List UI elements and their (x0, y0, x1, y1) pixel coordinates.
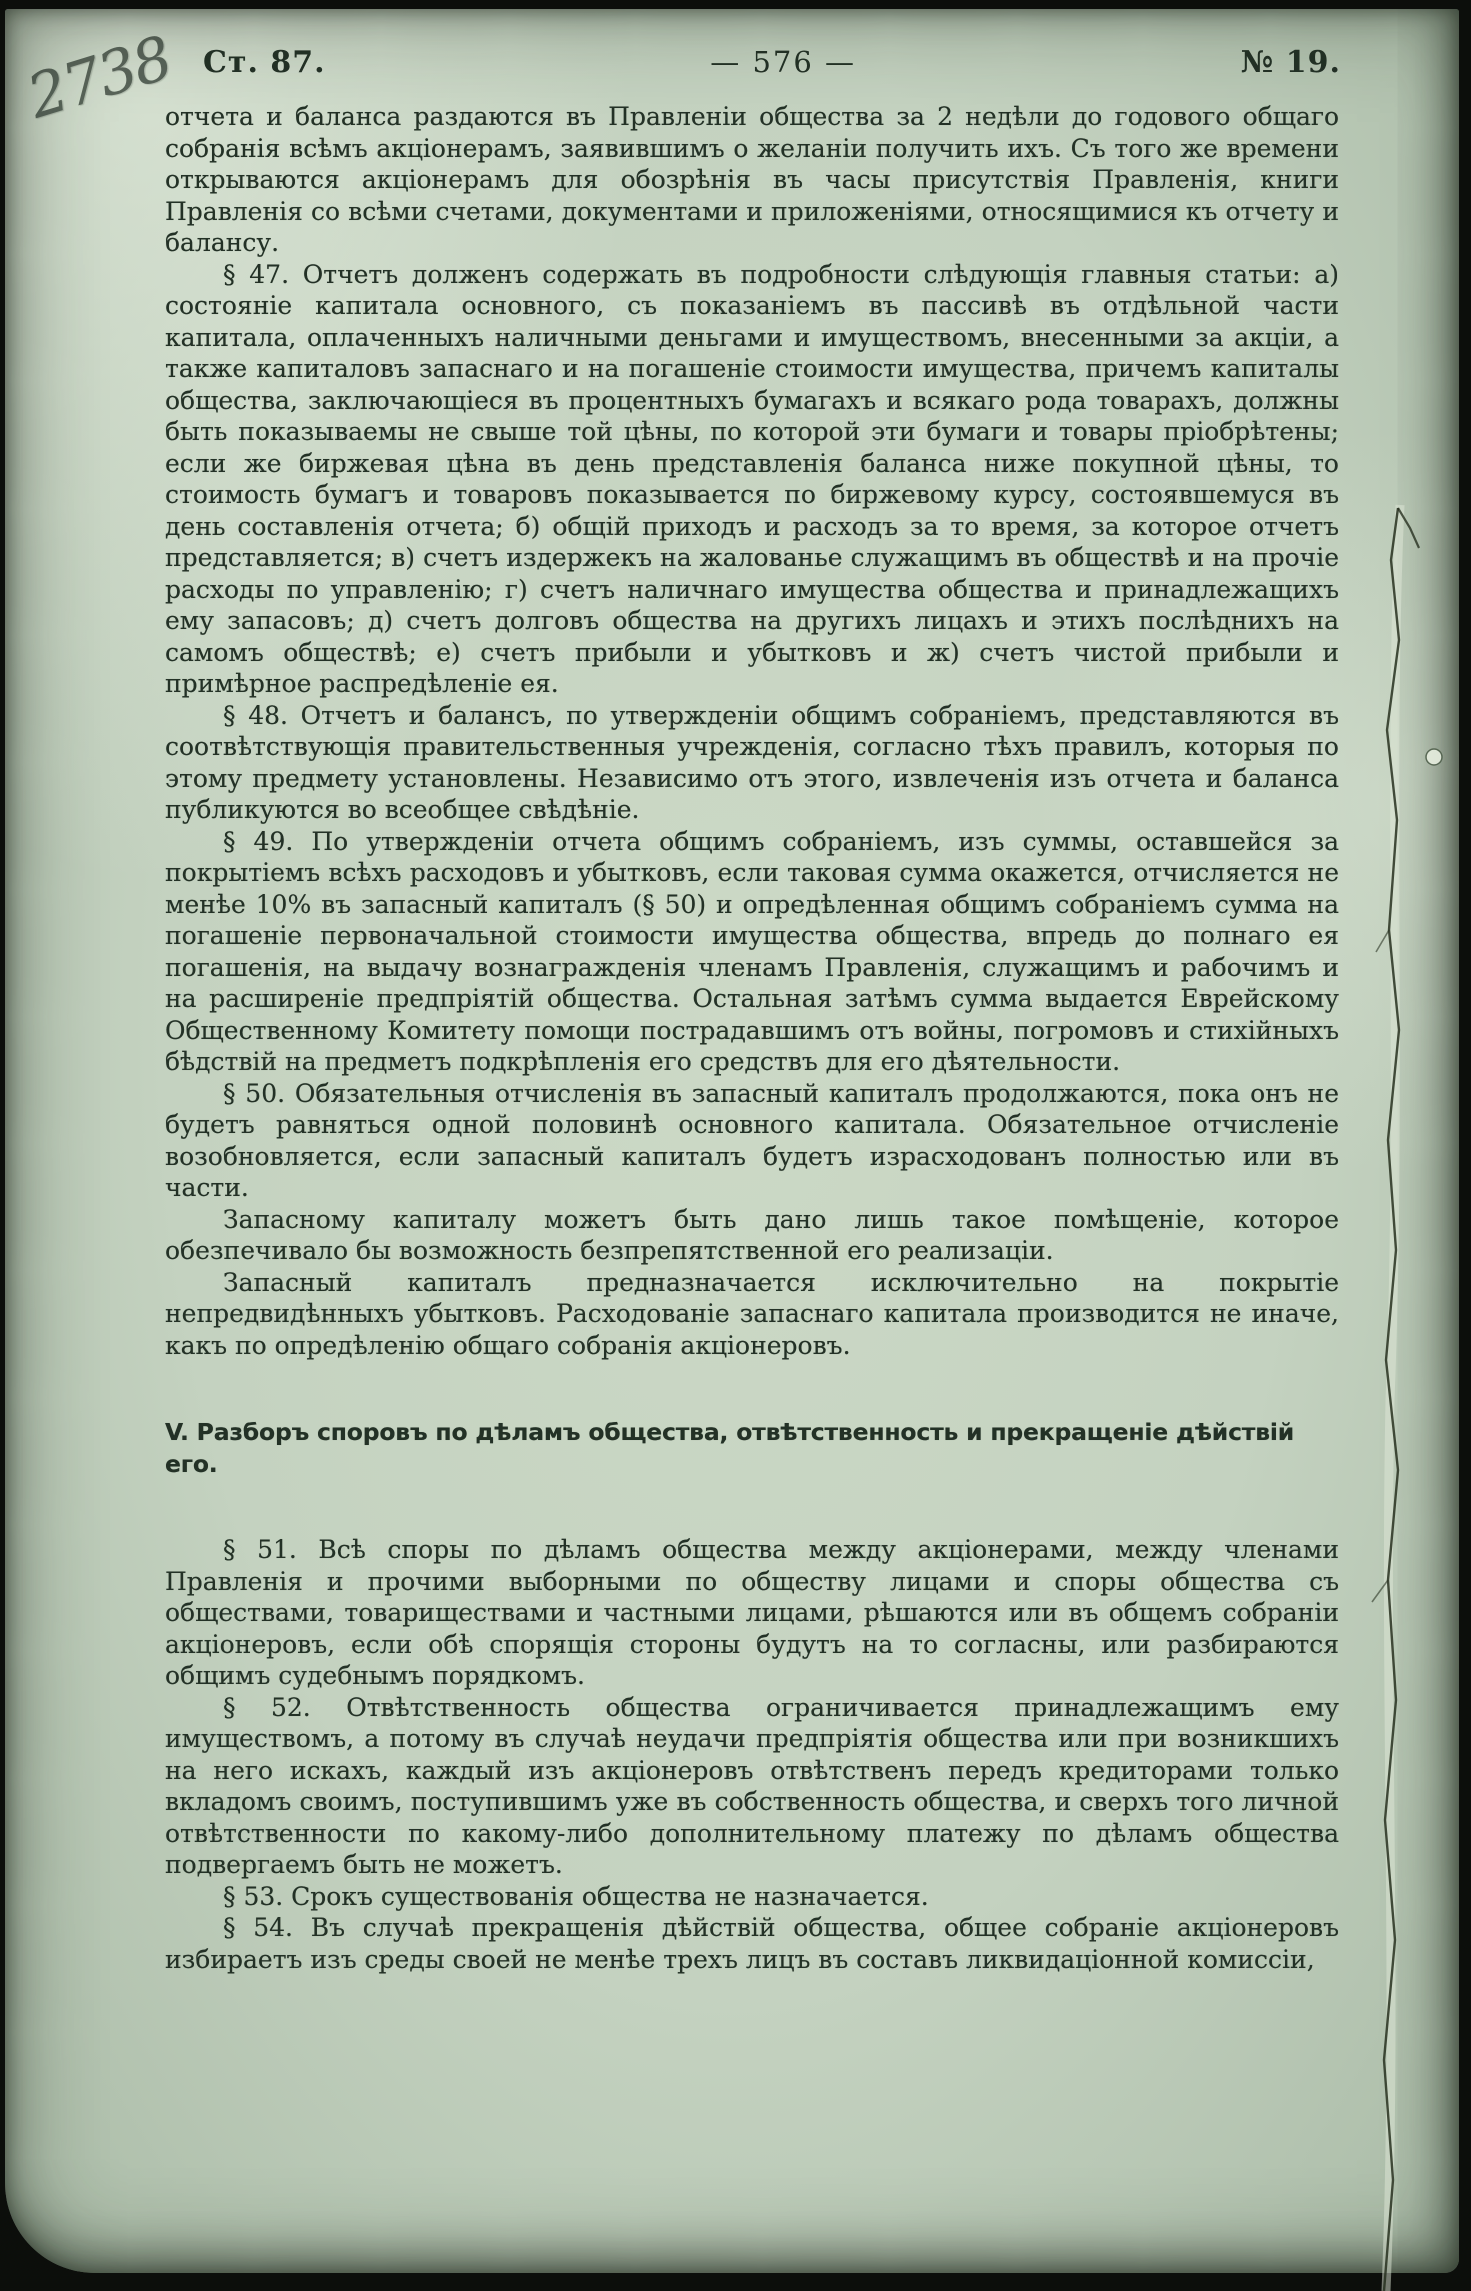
paragraph-51: § 51. Всѣ споры по дѣламъ общества между акціонерами, между членами Правленія и прочими выборными по обществу лицами и споры общества съ обществами, товариществами и частными лицами, рѣшаются или въ общемъ собраніи акціонеровъ, если обѣ спорящія стороны будутъ на то согласны, или разбираются общимъ судебнымъ порядкомъ. (165, 1535, 1339, 1690)
paragraph-50: § 50. Обязательныя отчисленія въ запасный капиталъ продолжаются, пока онъ не будетъ равняться одной половинѣ основного капитала. Обязательное отчисленіе возобновляется, если запасный капиталъ будетъ израсходованъ полностью или въ части. (165, 1078, 1339, 1202)
handwritten-note: 2738 (19, 23, 179, 133)
paragraph-50a: Запасному капиталу можетъ быть дано лишь такое помѣщеніе, которое обезпечивало бы возможность безпрепятственной его реализаціи. (165, 1204, 1339, 1265)
page-number: — 576 — (710, 45, 857, 79)
paragraph-52: § 52. Отвѣтственность общества ограничивается принадлежащимъ ему имуществомъ, а потому въ случаѣ неудачи предпріятія общества или при возникшихъ на него искахъ, каждый изъ акціонеровъ отвѣтственъ передъ кредиторами только вкладомъ своимъ, поступившимъ уже въ собственность общества, и сверхъ того личной отвѣтственности по какому-либо дополнительному платежу по дѣламъ общества подвергаемъ быть не можетъ. (165, 1692, 1339, 1879)
paragraph-54: § 54. Въ случаѣ прекращенія дѣйствій общества, общее собраніе акціонеровъ избираетъ изъ среды своей не менѣе трехъ лицъ въ составъ ликвидаціонной комиссіи, (165, 1913, 1339, 1974)
paragraph-49: § 49. По утвержденіи отчета общимъ собраніемъ, изъ суммы, оставшейся за покрытіемъ всѣхъ расходовъ и убытковъ, если таковая сумма окажется, отчисляется не менѣе 10% въ запасный капиталъ (§ 50) и опредѣленная общимъ собраніемъ сумма на погашеніе первоначальной стоимости имущества общества, впредь до полнаго ея погашенія, на выдачу вознагражденія членамъ Правленія, служащимъ и рабочимъ и на расширеніе предпріятій общества. Остальная затѣмъ сумма выдается Еврейскому Общественному Комитету помощи пострадавшимъ отъ войны, погромовъ и стихійныхъ бѣдствій на предметъ подкрѣпленія его средствъ для его дѣятельности. (165, 826, 1339, 1076)
page-header (203, 45, 1341, 80)
issue-number: № 19. (1240, 45, 1341, 80)
paragraph-50b: Запасный капиталъ предназначается исключительно на покрытіе непредвидѣнныхъ убытковъ. Расходованіе запаснаго капитала производится не иначе, какъ по опредѣленію общаго собранія акціонеровъ. (165, 1267, 1339, 1360)
paragraph-48: § 48. Отчетъ и балансъ, по утвержденіи общимъ собраніемъ, представляются въ соотвѣтствующія правительственныя учрежденія, согласно тѣхъ правилъ, которыя по этому предмету установлены. Независимо отъ этого, извлеченія изъ отчета и баланса публикуются во всеобщее свѣдѣніе. (165, 700, 1339, 824)
paragraph-53: § 53. Срокъ существованія общества не назначается. (223, 1881, 929, 1911)
paper-sheet (5, 9, 1459, 2273)
section-heading-v: V. Разборъ споровъ по дѣламъ общества, отвѣтственность и прекращеніе дѣйствій его. (165, 1418, 1295, 1478)
article-number: Ст. 87. (203, 45, 326, 80)
paragraph-47: § 47. Отчетъ долженъ содержать въ подробности слѣдующія главныя статьи: а) состояніе капитала основного, съ показаніемъ въ пассивѣ въ отдѣльной части капитала, оплаченныхъ наличными деньгами и имуществомъ, внесенными за акціи, а также капиталовъ запаснаго и на погашеніе стоимости имущества, причемъ капиталы общества, заключающіеся въ процентныхъ бумагахъ и всякаго рода товарахъ, должны быть показываемы не свыше той цѣны, по которой эти бумаги и товары пріобрѣтены; если же биржевая цѣна въ день представленія баланса ниже покупной цѣны, то стоимость бумагъ и товаровъ показывается по биржевому курсу, состоявшемуся въ день составленія отчета; б) общій приходъ и расходъ за то время, за которое отчетъ представляется; в) счетъ издержекъ на жалованье служащимъ въ обществѣ и на прочіе расходы по управленію; г) счетъ наличнаго имущества общества и принадлежащихъ ему запасовъ; д) счетъ долговъ общества на другихъ лицахъ и этихъ послѣднихъ на самомъ обществѣ; е) счетъ прибыли и убытковъ и ж) счетъ чистой прибыли и примѣрное распредѣленіе ея. (165, 259, 1339, 698)
paragraph-continuation: отчета и баланса раздаются въ Правленіи общества за 2 недѣли до годового общаго собранія всѣмъ акціонерамъ, заявившимъ о желаніи получить ихъ. Съ того же времени открываются акціонерамъ для обозрѣнія въ часы присутствія Правленія, книги Правленія со всѣми счетами, документами и приложеніями, относящимися къ отчету и балансу. (165, 102, 1339, 257)
document-body (165, 101, 1339, 1975)
